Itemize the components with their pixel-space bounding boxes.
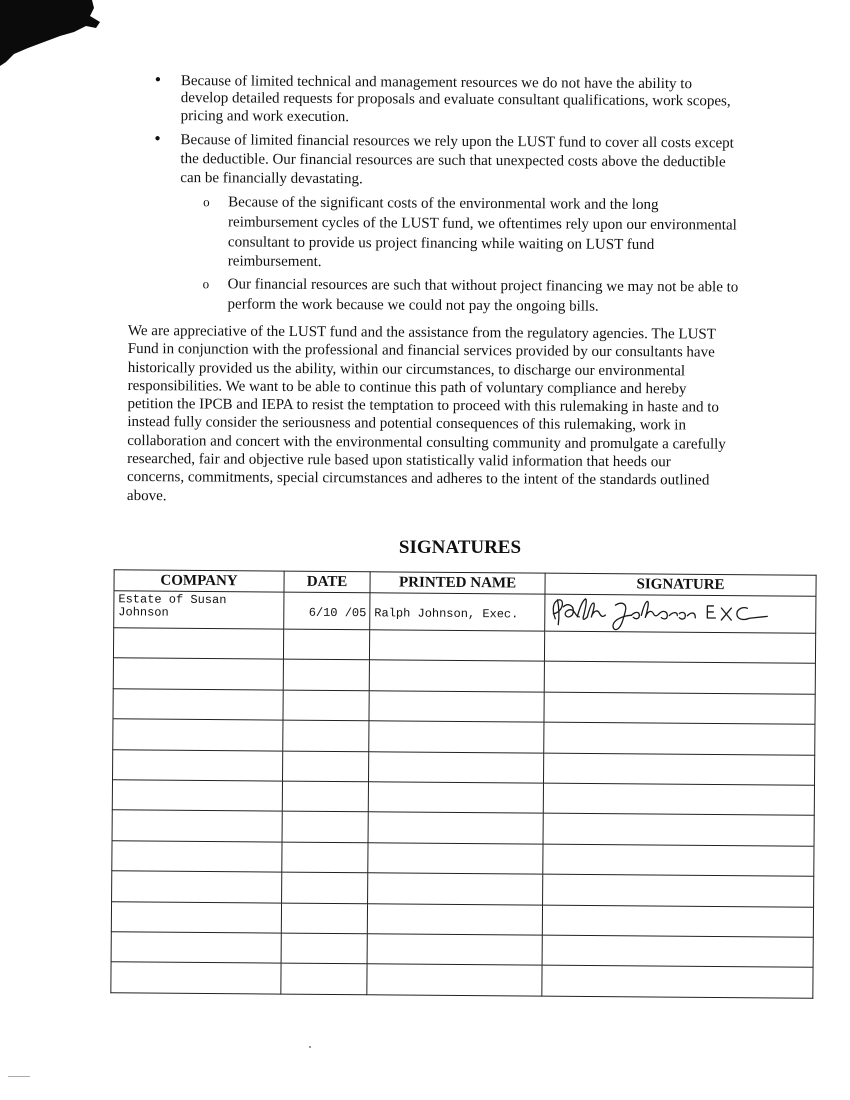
cell-company[interactable] [113,658,283,690]
cell-printed-name[interactable] [369,630,544,662]
cell-date[interactable] [281,963,367,994]
cell-date[interactable] [281,933,367,964]
table-row [111,962,813,998]
bullet-circle-icon: o [203,194,210,210]
bullet-text-line: pricing and work execution. [180,108,350,126]
bullet-dot-icon: ● [154,73,162,85]
bullet-text-line: develop detailed requests for proposals and evaluate consultant qualifications, work scopes, [180,90,731,110]
printed-name-value: Ralph Johnson, Exec. [374,606,519,622]
company-value: Estate of Susan Johnson [118,592,227,620]
cell-company[interactable] [112,871,282,903]
cell-printed-name[interactable] [368,782,543,814]
cell-signature[interactable] [544,692,815,725]
bullet-text-line: Our financial resources are such that without project financing we may not be able to [227,276,739,296]
bullet-text-line: reimbursement. [227,253,322,270]
bullet-dot-icon: ● [154,132,161,144]
bullet-text-line: can be financially devastating. [180,170,363,188]
cell-company[interactable] [113,628,283,660]
paragraph-line: concerns, commitments, special circumstances and adheres to the intent of the standards outlined [127,469,710,489]
cell-company[interactable] [113,749,283,781]
cell-date[interactable] [283,659,369,690]
bullet-text-line: reimbursement cycles of the LUST fund, we oftentimes rely upon our environmental [228,214,737,234]
cell-company[interactable] [112,810,282,842]
cell-company[interactable] [112,780,282,812]
cell-signature[interactable] [542,935,813,968]
cell-signature[interactable] [543,813,814,846]
cell-signature[interactable] [544,662,815,695]
cell-printed-name[interactable] [368,812,543,844]
cell-date[interactable] [282,781,368,812]
paragraph-line: instead fully consider the seriousness and potential consequences of this rulemaking, work in [127,414,687,434]
bullet-text-line: perform the work because we could not pay the ongoing bills. [227,296,599,315]
scan-speck [309,1046,311,1048]
cell-date[interactable] [282,842,368,873]
bullet-text-line: Because of limited financial resources we rely upon the LUST fund to cover all costs except [180,132,734,152]
cell-printed-name[interactable] [369,660,544,692]
bullet-text-line: Because of limited technical and management resources we do not have the ability to [180,73,693,93]
cell-company[interactable] [113,689,283,721]
table-row [114,591,816,634]
signature-table-wrap [110,569,815,995]
cell-company[interactable] [111,962,281,994]
cell-date[interactable] [281,903,367,934]
cell-signature[interactable] [544,631,815,664]
bullet-text-line: consultant to provide us project financing while waiting on LUST fund [227,234,655,253]
bullet-text-line: the deductible. Our financial resources are such that unexpected costs above the deductible [180,151,726,171]
scan-corner-blot [0,0,105,70]
cell-signature[interactable] [542,965,813,998]
cell-date[interactable] [283,629,369,660]
paragraph-line: Fund in conjunction with the professional and financial services provided by our consultants have [127,341,715,361]
cell-signature[interactable] [542,905,813,938]
paragraph-line: petition the IPCB and IEPA to resist the temptation to proceed with this rulemaking in haste and to [127,396,719,416]
paragraph-line: responsibilities. We want to be able to continue this path of voluntary compliance and hereby [127,377,687,398]
cell-printed-name[interactable] [367,903,542,935]
cell-signature[interactable] [543,753,814,786]
cell-company[interactable] [111,932,281,964]
signatures-heading: SIGNATURES [398,537,522,558]
cell-date[interactable] [283,690,369,721]
cell-date[interactable] [283,720,369,751]
paragraph-line: historically provided us the ability, within our circumstances, to discharge our environmental [127,359,686,379]
cell-printed-name[interactable] [368,751,543,783]
cell-printed-name[interactable] [367,964,542,996]
bullet-list [0,68,850,315]
cell-date [284,592,370,630]
cell-company[interactable] [112,840,282,872]
cell-printed-name[interactable] [368,873,543,905]
cell-date[interactable] [282,872,368,903]
header-date: DATE [284,571,370,593]
cell-printed-name[interactable] [369,691,544,723]
cell-signature [545,594,816,633]
paragraph-line: collaboration and concert with the environmental consulting community and promulgate a carefully [127,432,726,453]
date-value: 6/10 /05 [308,605,367,621]
cell-signature[interactable] [544,722,815,755]
bullet-circle-icon: o [202,276,210,292]
closing-paragraph [127,322,800,509]
cell-date[interactable] [282,811,368,842]
paragraph-line: researched, fair and objective rule based upon statistically valid information that heeds our [127,451,671,471]
header-company: COMPANY [114,570,284,592]
cell-printed-name [370,593,545,631]
cell-signature[interactable] [543,844,814,877]
cell-date[interactable] [283,751,369,782]
cell-signature[interactable] [543,874,814,907]
header-signature: SIGNATURE [545,573,816,596]
cell-printed-name[interactable] [367,934,542,966]
cell-company[interactable] [111,901,281,933]
bullet-text-line: Because of the significant costs of the environmental work and the long [228,194,659,214]
signature-table [110,569,816,998]
cell-printed-name[interactable] [368,842,543,874]
paragraph-line: above. [126,487,167,504]
cell-company[interactable] [113,719,283,751]
cell-company [114,591,284,629]
scan-speck [8,1076,30,1077]
cell-printed-name[interactable] [369,721,544,753]
handwritten-signature [545,595,813,633]
cell-signature[interactable] [543,783,814,816]
paragraph-line: We are appreciative of the LUST fund and the assistance from the regulatory agencies. The LUST [127,322,717,343]
header-printed-name: PRINTED NAME [370,572,545,594]
